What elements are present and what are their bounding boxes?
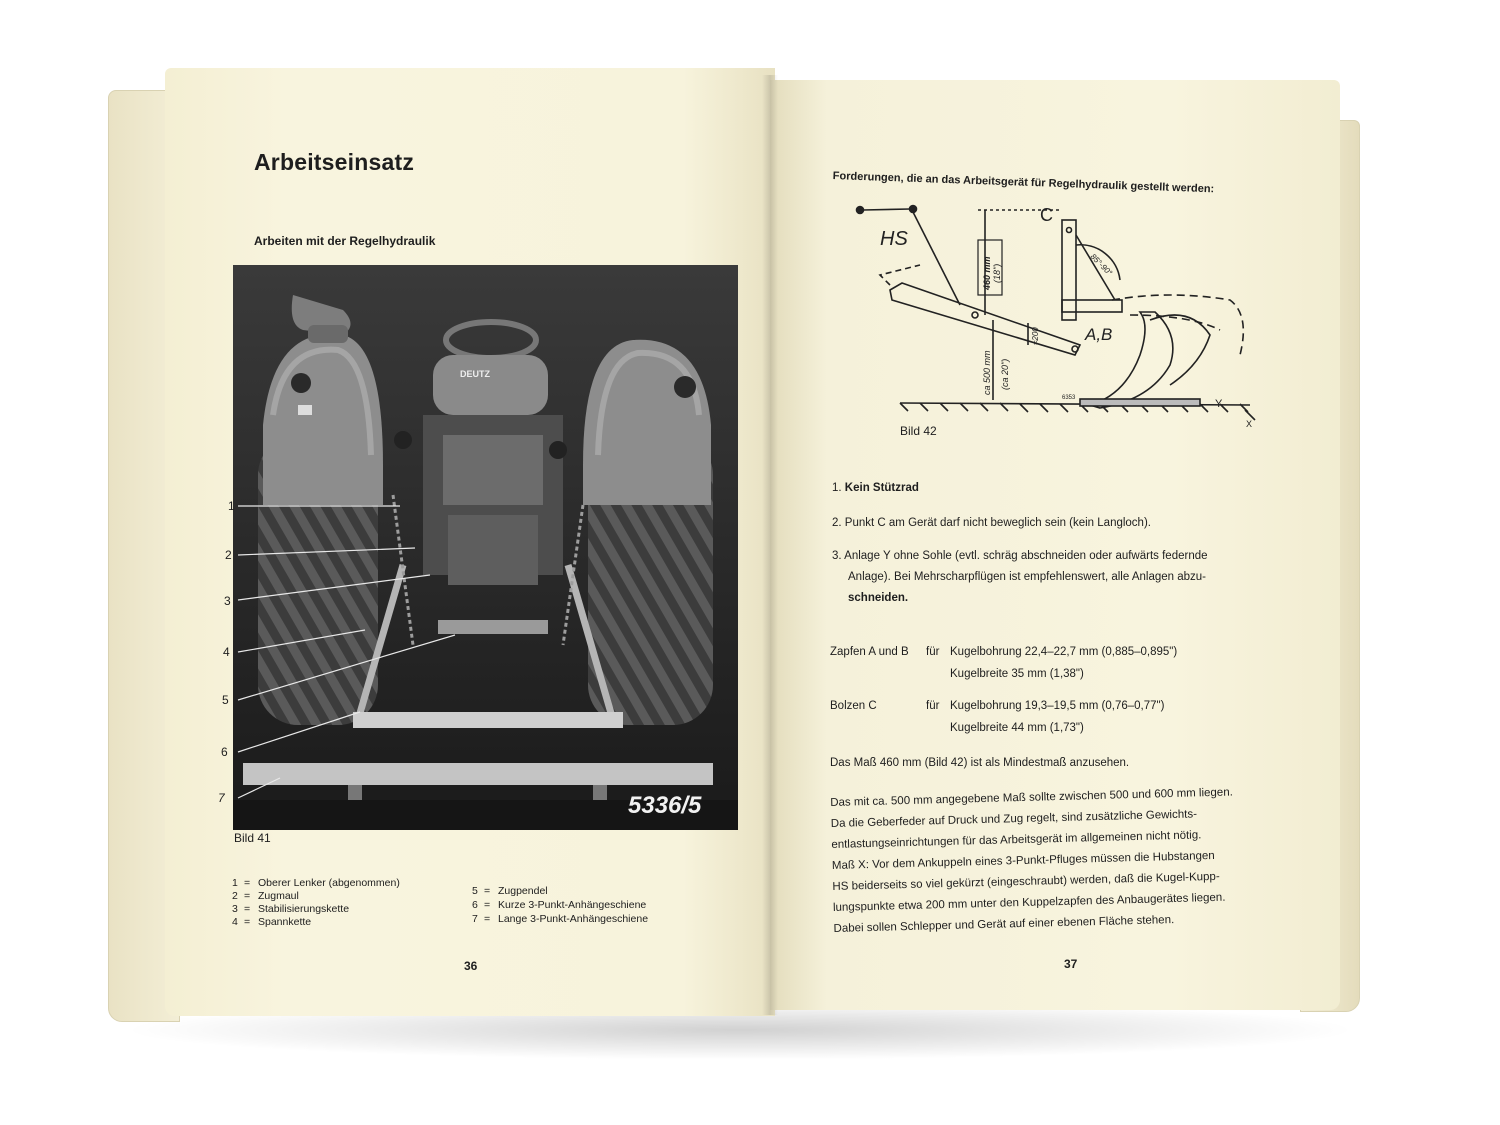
requirement-item <box>832 513 1151 534</box>
callout-line-5 <box>238 635 455 700</box>
label-x: X <box>1246 419 1253 429</box>
dim-500-inch: (ca 20") <box>1000 358 1010 390</box>
page-number-left: 36 <box>464 959 478 973</box>
spec-line: Kugelbohrung 19,3–19,5 mm (0,76–0,77") <box>950 700 1165 712</box>
requirements-intro: Forderungen, die an das Arbeitsgerät für Regelhydraulik gestellt werden: <box>832 170 1215 196</box>
spec-prep: für <box>926 700 940 712</box>
callout-number: 4 <box>223 645 230 659</box>
legend-eq: = <box>244 916 251 928</box>
spec-line: Kugelbreite 35 mm (1,38") <box>950 668 1084 680</box>
callout-line-3 <box>238 575 430 600</box>
requirement-text: Kein Stützrad <box>844 482 919 494</box>
hitch-point <box>857 207 864 214</box>
spec-part: Zapfen A und B <box>830 646 909 658</box>
legend-eq: = <box>244 877 251 889</box>
requirement-text: Anlage Y ohne Sohle (evtl. schräg abschneiden oder aufwärts federnde <box>844 550 1208 562</box>
legend-text: Zugmaul <box>258 890 299 902</box>
legend-text: Zugpendel <box>498 885 548 897</box>
legend-num: 3 <box>232 903 238 915</box>
top-link <box>863 209 910 210</box>
legend-eq: = <box>484 913 491 925</box>
callout-line-2 <box>238 548 415 555</box>
spec-prep: für <box>926 646 940 658</box>
plow-mast <box>1062 220 1076 320</box>
legend-text: Oberer Lenker (abgenommen) <box>258 877 400 889</box>
legend-item <box>472 885 548 897</box>
paragraph-line: Dabei sollen Schlepper und Gerät auf einer ebenen Fläche stehen. <box>833 914 1175 935</box>
dim-200-label: ≈200 <box>1031 327 1040 345</box>
callout-number: 7 <box>218 791 225 805</box>
dim-460-label: 460 mm <box>982 256 992 290</box>
link-joint <box>1072 346 1078 352</box>
figure-caption: Bild 41 <box>234 831 271 845</box>
legend-eq: = <box>244 890 251 902</box>
callout-number: 1 <box>228 499 235 513</box>
legend-num: 2 <box>232 890 238 902</box>
paragraph-line: Da die Geberfeder auf Druck und Zug regelt, sind zusätzliche Gewichts- <box>830 808 1198 830</box>
legend-item <box>472 913 648 925</box>
paragraph-line: entlastungseinrichtungen für das Arbeitsgerät im allgemeinen nicht nötig. <box>831 829 1202 851</box>
legend-item <box>232 890 299 902</box>
callout-line-6 <box>238 712 360 752</box>
paragraph-line: Maß X: Vor dem Ankuppeln eines 3-Punkt-Pfluges müssen die Hubstangen <box>831 849 1215 872</box>
photo-number-badge: 5336/5 <box>628 792 702 819</box>
diagram-caption: Bild 42 <box>900 424 937 438</box>
page-number-right: 37 <box>1064 957 1078 971</box>
brand-label: DEUTZ <box>460 369 490 379</box>
legend-eq: = <box>484 885 491 897</box>
plow-outline-dashed <box>1112 295 1243 355</box>
legend-text: Kurze 3-Punkt-Anhängeschiene <box>498 899 647 911</box>
spec-line: Kugelbreite 44 mm (1,73") <box>950 722 1084 734</box>
legend-text: Lange 3-Punkt-Anhängeschiene <box>498 913 649 925</box>
legend-num: 1 <box>232 877 238 889</box>
paragraph-line: Das mit ca. 500 mm angegebene Maß sollte zwischen 500 und 600 mm liegen. <box>830 786 1233 809</box>
callout-number: 3 <box>224 594 231 608</box>
callout-line-7 <box>238 778 280 798</box>
landside <box>1080 399 1200 406</box>
spec-line: Kugelbohrung 22,4–22,7 mm (0,885–0,895") <box>950 646 1178 658</box>
label-y: Y <box>1215 398 1223 410</box>
legend-num: 7 <box>472 913 478 925</box>
requirement-text: Punkt C am Gerät darf nicht beweglich sein (kein Langloch). <box>844 517 1151 529</box>
requirement-item <box>832 478 919 499</box>
angle-label: 85°-90° <box>1088 252 1114 278</box>
plow-hitch-diagram <box>850 195 1260 435</box>
book-gutter <box>762 75 778 1015</box>
legend-num: 5 <box>472 885 478 897</box>
dim-500-label: ca 500 mm <box>982 350 992 395</box>
requirement-continuation: Anlage). Bei Mehrscharpflügen ist empfehlenswert, alle Anlagen abzu- <box>848 571 1206 583</box>
legend-item <box>232 877 400 889</box>
legend-eq: = <box>244 903 251 915</box>
requirement-num: 1. <box>832 482 842 494</box>
drawing-number: 6353 <box>1062 395 1076 401</box>
label-c: C <box>1040 205 1053 225</box>
spec-part: Bolzen C <box>830 700 877 712</box>
label-hs: HS <box>880 228 908 250</box>
requirement-item <box>832 546 1208 567</box>
legend-eq: = <box>484 899 491 911</box>
legend-item <box>472 899 646 911</box>
dashed-outline <box>880 265 920 285</box>
link-joint <box>972 312 978 318</box>
dim-460-inch: (18") <box>992 263 1002 283</box>
page-title: Arbeitseinsatz <box>254 149 415 175</box>
label-ab: A,B <box>1085 325 1113 344</box>
callout-number: 2 <box>225 548 232 562</box>
requirement-num: 3. <box>832 550 842 562</box>
callout-lines <box>220 490 480 810</box>
requirement-continuation: schneiden. <box>848 592 909 604</box>
section-subheading: Arbeiten mit der Regelhydraulik <box>254 234 436 248</box>
callout-line-4 <box>238 630 365 652</box>
paragraph-line: HS beiderseits so viel gekürzt (eingeschraubt) werden, daß die Kugel-Kupp- <box>832 870 1220 893</box>
legend-num: 4 <box>232 916 238 928</box>
lift-rod <box>913 212 960 305</box>
hitch-point <box>910 206 917 213</box>
plow-mouldboard <box>1150 315 1210 385</box>
legend-item <box>232 903 349 915</box>
requirement-num: 2. <box>832 517 842 529</box>
point-c-pin <box>1067 228 1072 233</box>
legend-item <box>232 916 311 928</box>
explanation-paragraph <box>830 782 1236 939</box>
legend-text: Spannkette <box>258 916 312 928</box>
callout-number: 5 <box>222 693 229 707</box>
legend-text: Stabilisierungskette <box>258 903 350 915</box>
callout-number: 6 <box>221 745 228 759</box>
plow-crossbar <box>1062 300 1122 312</box>
paragraph-line: lungspunkte etwa 200 mm unter den Kuppelzapfen des Anbaugerätes liegen. <box>832 891 1226 914</box>
legend-num: 6 <box>472 899 478 911</box>
minimum-note: Das Maß 460 mm (Bild 42) ist als Mindestmaß anzusehen. <box>830 757 1130 769</box>
